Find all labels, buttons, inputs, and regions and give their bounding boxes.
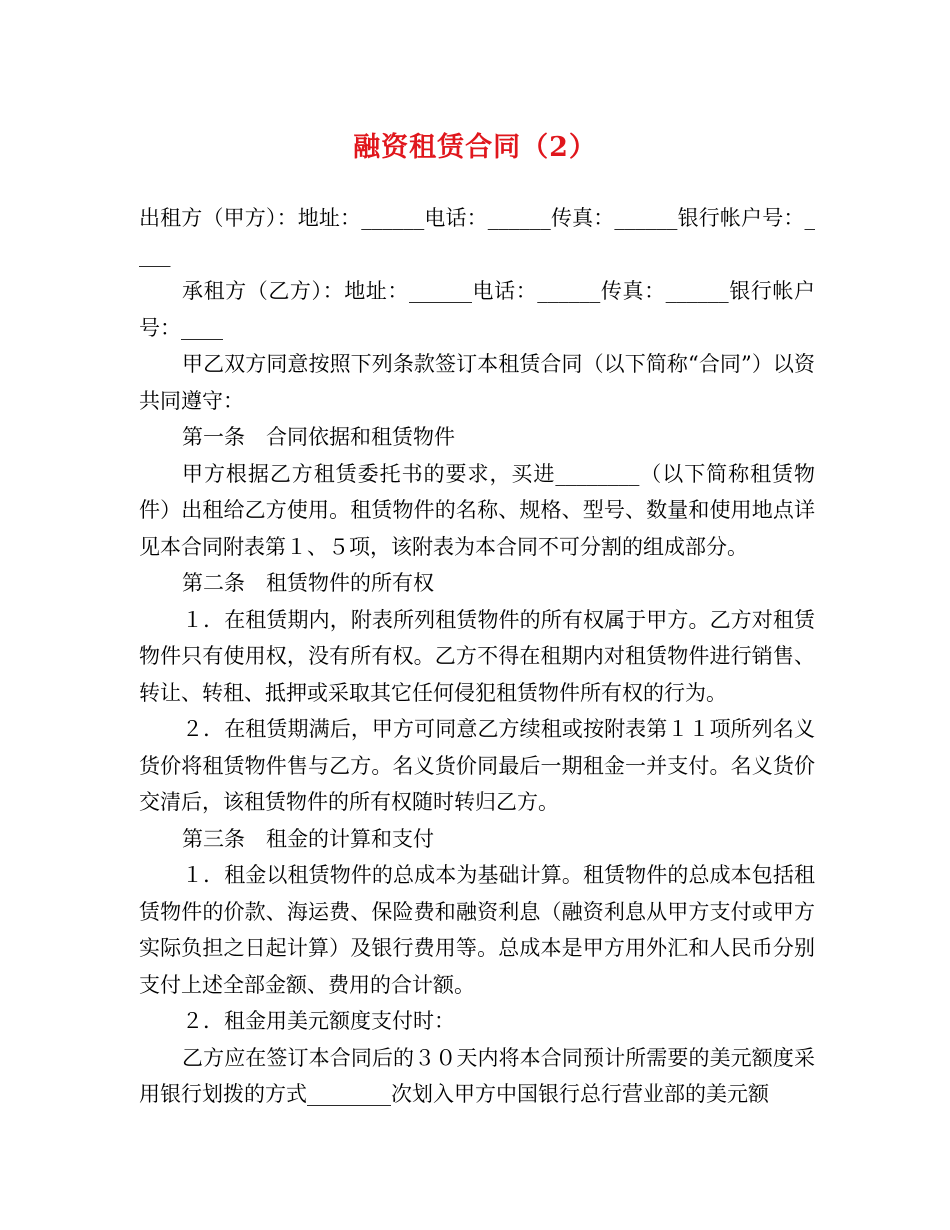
document-title: 融资租赁合同（2） (353, 132, 597, 163)
paragraph-lessee: 承租方（乙方）：地址：______电话：______传真：______银行帐户号：____ (139, 279, 815, 340)
article-2-clause-1: １．在租赁期内，附表所列租赁物件的所有权属于甲方。乙方对租赁物件只有使用权，没有所有权。乙方不得在租期内对租赁物件进行销售、转让、转租、抵押或采取其它任何侵犯租赁物件所有权的行为。 (139, 607, 815, 705)
paragraph-lessor: 出租方（甲方）：地址：______电话：______传真：______银行帐户号：____ (139, 206, 815, 267)
article-3-clause-1: １．租金以租赁物件的总成本为基础计算。租赁物件的总成本包括租赁物件的价款、海运费、保险费和融资利息（融资利息从甲方支付或甲方实际负担之日起计算）及银行费用等。总成本是甲方用外汇和人民币分别支付上述全部金额、费用的合计额。 (139, 863, 815, 997)
article-3-heading: 第三条 租金的计算和支付 (182, 826, 434, 851)
article-1-text: 甲方根据乙方租赁委托书的要求，买进________（以下简称租赁物件）出租给乙方使用。租赁物件的名称、规格、型号、数量和使用地点详见本合同附表第１、５项，该附表为本合同不可分割的组成部分。 (139, 461, 815, 559)
article-3-clause-2: ２．租金用美元额度支付时： (182, 1009, 455, 1033)
paragraph-agreement: 甲乙双方同意按照下列条款签订本租赁合同（以下简称“合同”）以资共同遵守： (139, 352, 815, 413)
article-2-clause-2: ２．在租赁期满后，甲方可同意乙方续租或按附表第１１项所列名义货价将租赁物件售与乙方。名义货价同最后一期租金一并支付。名义货价交清后，该租赁物件的所有权随时转归乙方。 (139, 717, 815, 814)
article-3-clause-2-text: 乙方应在签订本合同后的３０天内将本合同预计所需要的美元额度采用银行划拨的方式________次划入甲方中国银行总行营业部的美元额 (139, 1045, 815, 1106)
document-body (139, 200, 815, 1113)
article-1-heading: 第一条 合同依据和租赁物件 (182, 425, 455, 449)
article-2-heading: 第二条 租赁物件的所有权 (182, 571, 434, 595)
